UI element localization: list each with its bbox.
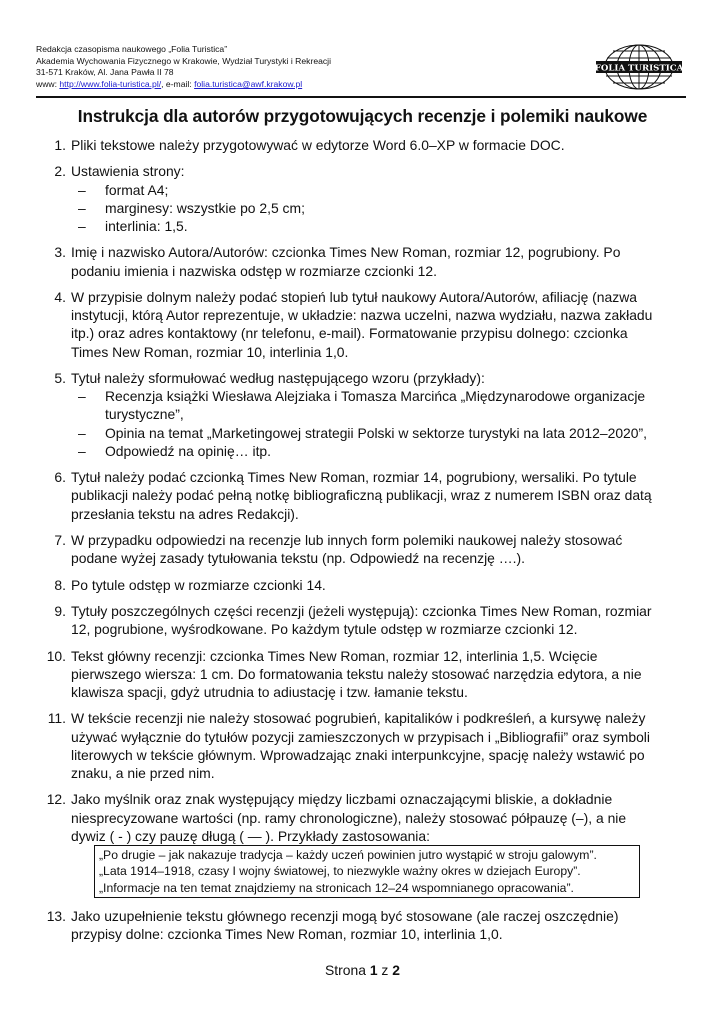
item-number: 4. — [54, 288, 66, 305]
sub-item: – interlinia: 1,5. — [71, 217, 664, 235]
item-number: 2. — [54, 163, 66, 180]
item-number: 6. — [54, 469, 66, 486]
sub-item: – Opinia na temat „Marketingowej strategii Polski w sektorze turystyki na lata 2012–2020”, — [71, 424, 664, 442]
sub-item: – Odpowiedź na opinię… itp. — [71, 442, 664, 460]
header-line-academy: Akademia Wychowania Fizycznego w Krakowie, Wydział Turystyki i Rekreacji — [36, 55, 331, 66]
item-number: 8. — [54, 576, 66, 593]
list-item — [44, 288, 664, 361]
list-item — [44, 243, 664, 279]
example-line: „Lata 1914–1918, czasy I wojny światowej, to niezwykle ważny okres w dziejach Europy”. — [99, 864, 581, 879]
item-number: 7. — [54, 531, 66, 548]
list-item — [44, 162, 664, 235]
page-footer: Strona 1 z 2 — [325, 962, 400, 978]
svg-text:FOLIA TURISTICA: FOLIA TURISTICA — [594, 63, 684, 74]
header-line-contact: www: http://www.folia-turistica.pl/, e-mail: folia.turistica@awf.krakow.pl — [36, 78, 303, 89]
example-line: „Po drugie – jak nakazuje tradycja – każdy uczeń powinien jutro wystąpić w stroju galowym”. — [99, 847, 597, 862]
item-number: 12. — [46, 791, 66, 808]
sub-item: – Recenzja książki Wiesława Alejziaka i Tomasza Marcińca „Międzynarodowe organizacje turystyczne”, — [71, 387, 664, 423]
list-item — [44, 576, 664, 594]
list-item — [44, 647, 664, 702]
item-text: Ustawienia strony: — [71, 163, 185, 180]
list-item — [44, 136, 664, 154]
list-item — [44, 709, 664, 782]
header-line-journal: Redakcja czasopisma naukowego „Folia Turistica” — [36, 44, 228, 54]
list-item — [44, 907, 664, 943]
page-title: Instrukcja dla autorów przygotowujących recenzje i polemiki naukowe — [77, 106, 648, 126]
document-header — [36, 44, 686, 98]
item-text: Tytuły poszczególnych części recenzji (jeżeli występują): czcionka Times New Roman, rozmiar 12, pogrubione, wyśrodkowane. Po każdym tytule odstęp w rozmiarze czcionki 12. — [71, 602, 652, 638]
item-number: 13. — [46, 907, 66, 924]
item-text: Tekst główny recenzji: czcionka Times New Roman, rozmiar 12, interlinia 1,5. Wcięcie pierwszego wiersza: 1 cm. Do formatowania tekstu należy stosować narzędzia edytora, a nie klawisza spacji, gdyż utrudnia to adiustację i tzw. łamanie tekstu. — [71, 647, 642, 700]
item-text: Jako uzupełnienie tekstu głównego recenzji mogą być stosowane (ale raczej oszczędnie) przypisy dolne: czcionka Times New Roman, rozmiar 10, interlinia 1,0. — [71, 907, 619, 942]
page-total: 2 — [392, 962, 400, 978]
header-address — [36, 44, 686, 90]
item-number: 5. — [54, 369, 66, 386]
item-number: 11. — [47, 710, 66, 727]
item-text: W przypisie dolnym należy podać stopień lub tytuł naukowy Autora/Autorów, afiliację (nazwa instytucji, którą Autor reprezentuje, w układzie: nazwa uczelni, nazwa wydziału, nazwa zakładu itp.) oraz adres kontaktowy (nr telefonu, e-mail). Formatowanie przypisu dolnego: czcionka Times New Roman, rozmiar 10, interlinia 1,0. — [71, 288, 653, 360]
item-text: Imię i nazwisko Autora/Autorów: czcionka Times New Roman, rozmiar 12, pogrubiony. Po podaniu imienia i nazwiska odstęp w rozmiarze czcionki 12. — [71, 244, 621, 279]
item-number: 3. — [54, 244, 66, 261]
list-item — [44, 531, 664, 567]
item-text: W przypadku odpowiedzi na recenzje lub innych form polemiki naukowej należy stosować podane wyżej zasady tytułowania tekstu (np. Odpowiedź na recenzję ….). — [71, 531, 623, 567]
header-line-address: 31-571 Kraków, Al. Jana Pawła II 78 — [36, 67, 174, 78]
instructions-list — [44, 136, 664, 951]
list-item — [44, 369, 664, 460]
item-text: Jako myślnik oraz znak występujący między liczbami oznaczającymi bliskie, a dokładnie niesprecyzowane wartości (np. ramy chronologiczne), należy stosować półpauzę (–), a nie dywiz ( - ) czy pauzę długą ( — ). Przykłady zastosowania: — [71, 791, 627, 844]
examples-box — [94, 845, 640, 899]
item-number: 1. — [54, 137, 66, 153]
folia-turistica-logo — [594, 42, 684, 92]
website-link[interactable]: http://www.folia-turistica.pl/ — [59, 78, 162, 89]
item-text: Pliki tekstowe należy przygotowywać w edytorze Word 6.0–XP w formacie DOC. — [71, 137, 565, 153]
list-item — [44, 602, 664, 638]
page-number: 1 — [369, 962, 378, 978]
item-text: Tytuł należy podać czcionką Times New Roman, rozmiar 14, pogrubiony, wersaliki. Po tytule publikacji należy podać pełną notkę bibliograficzną publikacji, wraz z numerem ISBN oraz datą przesłania tekstu na adres Redakcji). — [71, 469, 652, 522]
list-item — [44, 468, 664, 523]
example-line: „Informacje na ten temat znajdziemy na stronicach 12–24 wspomnianego opracowania”. — [99, 880, 574, 895]
item-number: 9. — [54, 602, 66, 619]
email-link[interactable]: folia.turistica@awf.krakow.pl — [194, 78, 303, 89]
item-number: 10. — [46, 647, 66, 664]
list-item — [44, 790, 664, 898]
sub-item: – format A4; — [71, 181, 664, 199]
item-text: Tytuł należy sformułować według następującego wzoru (przykłady): — [71, 369, 485, 386]
item-text: Po tytule odstęp w rozmiarze czcionki 14. — [71, 576, 326, 593]
sub-item: – marginesy: wszystkie po 2,5 cm; — [71, 199, 664, 217]
item-text: W tekście recenzji nie należy stosować pogrubień, kapitalików i podkreśleń, a kursywę należy używać wyłącznie do tytułów pozycji zamieszczonych w przypisach i „Bibliografii” oraz symboli literowych w tekście głównym. Wprowadzając znaki interpunkcyjne, spację należy wstawić po znaku, a nie przed nim. — [71, 710, 650, 781]
